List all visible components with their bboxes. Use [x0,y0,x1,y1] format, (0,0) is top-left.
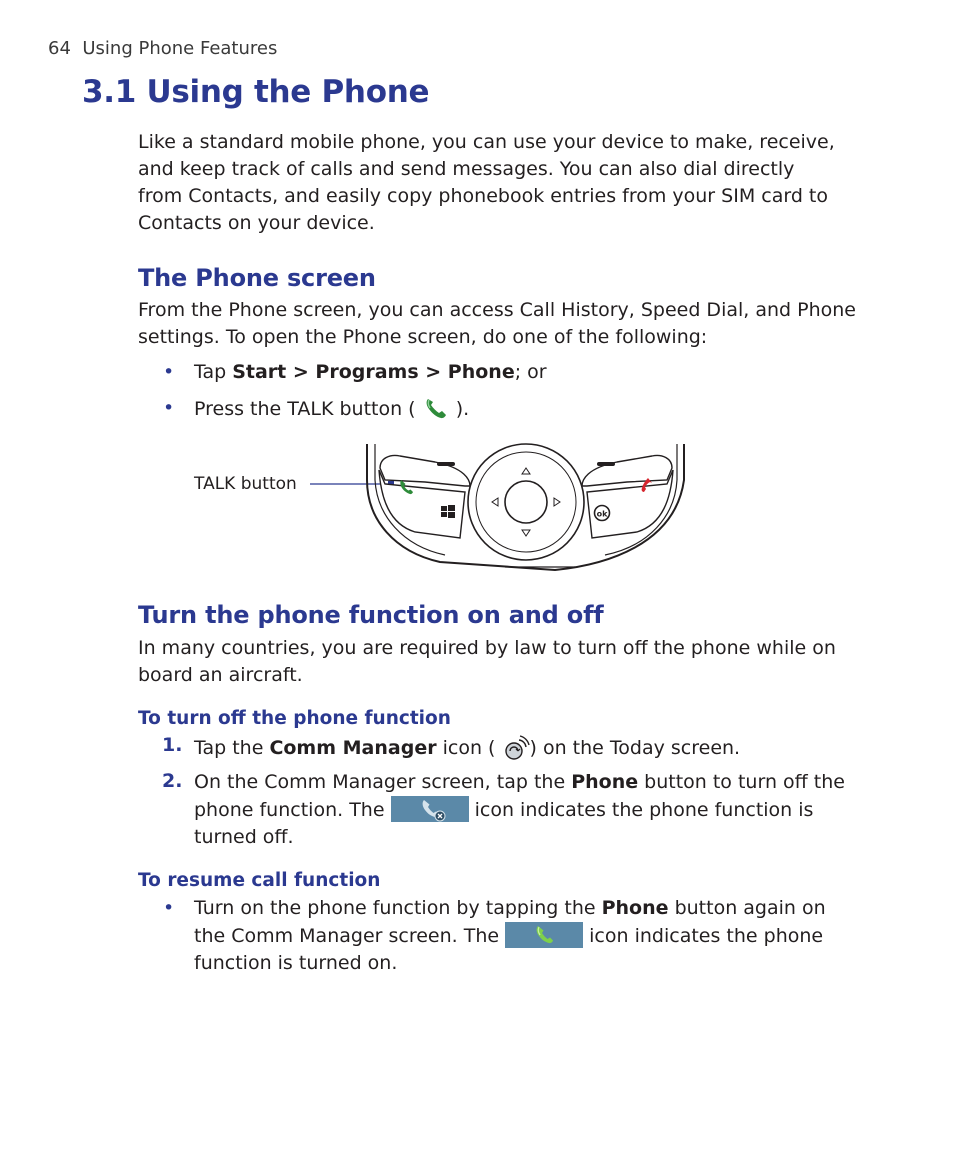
resume-procedure-heading: To resume call function [138,870,381,891]
turn-on-off-paragraph [138,635,858,689]
turn-on-off-line: In many countries, you are required by law to turn off the phone while on [138,637,836,659]
step-text: turned off. [194,826,294,848]
phone-on-icon [505,922,583,948]
step-bold: Phone [571,771,639,793]
step-text: button to turn off the [638,771,845,793]
step-text: icon ( [436,737,496,759]
resume-text: function is turned on. [194,952,398,974]
bullet-dot: • [163,397,175,419]
intro-line: and keep track of calls and send messages. You can also dial directly [138,158,795,180]
phone-screen-line: settings. To open the Phone screen, do one of the following: [138,326,708,348]
page-number: 64 [48,38,71,59]
step-number: 2. [162,770,183,792]
phone-screen-paragraph [138,297,858,351]
bullet-bold-path: Start > Programs > Phone [232,361,515,383]
step-number: 1. [162,734,183,756]
phone-screen-heading: The Phone screen [138,264,376,292]
resume-text: the Comm Manager screen. The [194,925,506,947]
phone-screen-line: From the Phone screen, you can access Call History, Speed Dial, and Phone [138,299,856,321]
bullet-press-talk [194,395,854,423]
step-bold: Comm Manager [269,737,437,759]
turn-off-procedure-heading: To turn off the phone function [138,708,451,729]
step-text: Tap the [194,737,270,759]
step-1-text [194,734,854,762]
resume-text: icon indicates the phone [589,925,824,947]
device-keypad-illustration [305,440,700,575]
step-text: phone function. The [194,799,391,821]
resume-text: Turn on the phone function by tapping the [194,897,602,919]
turn-on-off-line: board an aircraft. [138,664,303,686]
bullet-tap-start [194,359,854,386]
intro-line: from Contacts, and easily copy phonebook entries from your SIM card to [138,185,828,207]
step-2-text [194,769,854,851]
svg-text:ok: ok [596,509,608,519]
resume-text: button again on [668,897,826,919]
bullet-dot: • [163,361,175,383]
turn-on-off-heading: Turn the phone function on and off [138,601,604,629]
bullet-text: Press the TALK button ( [194,398,416,420]
bullet-dot: • [163,897,175,919]
step-text: ) on the Today screen. [529,737,741,759]
intro-line: Contacts on your device. [138,212,375,234]
resume-bold: Phone [601,897,669,919]
running-header [48,38,277,59]
bullet-text: ; or [514,361,547,383]
section-title: 3.1 Using the Phone [82,74,430,110]
talk-button-label: TALK button [194,474,297,494]
intro-paragraph [138,129,858,237]
phone-off-icon [391,796,469,822]
resume-bullet-text [194,895,854,977]
talk-phone-icon [422,395,450,421]
bullet-text: ). [455,398,470,420]
comm-manager-icon [502,734,530,760]
intro-line: Like a standard mobile phone, you can use your device to make, receive, [138,131,835,153]
step-text: icon indicates the phone function is [474,799,814,821]
step-text: On the Comm Manager screen, tap the [194,771,572,793]
header-section: Using Phone Features [82,38,278,59]
bullet-text: Tap [194,361,233,383]
